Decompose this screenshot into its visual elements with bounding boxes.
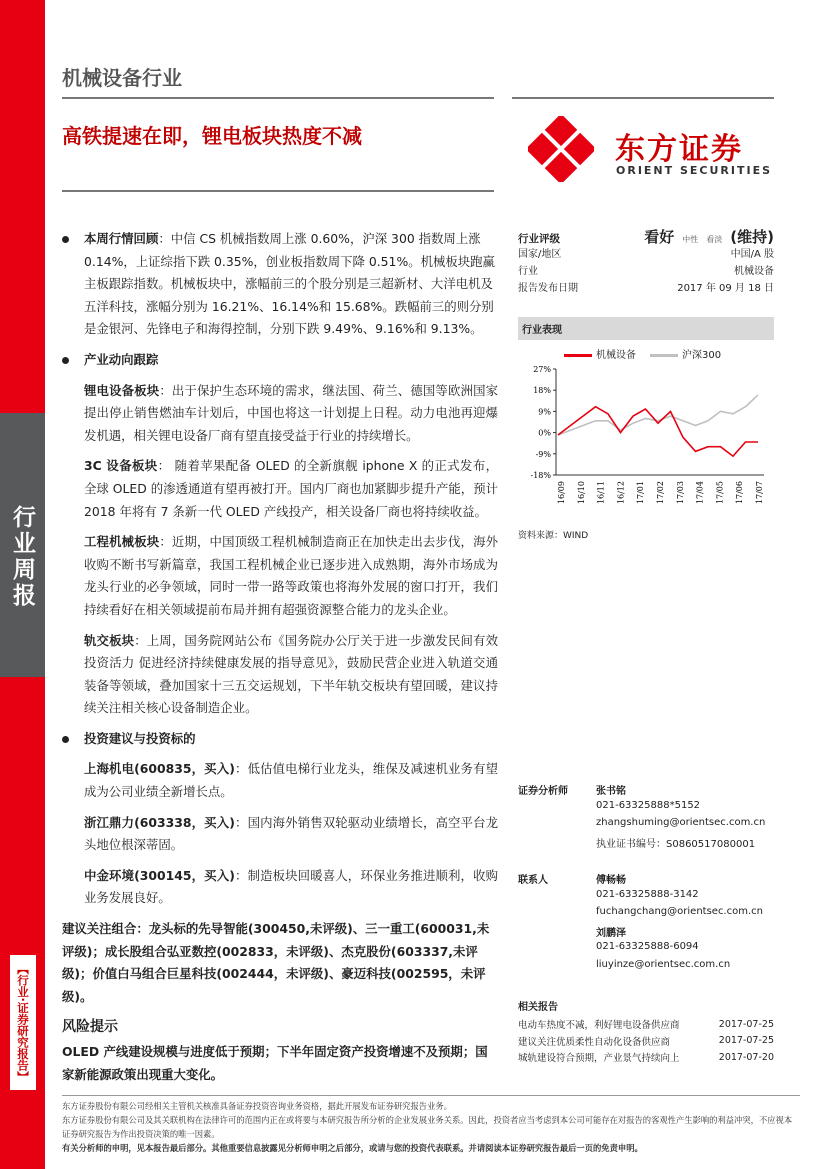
x-tick-label: 16/11 [596,481,606,505]
dyn-rail-head: 轨交板块 [84,632,135,648]
chart-title: 行业表现 [518,317,774,340]
rating-label: 行业评级 [518,233,560,245]
disclaimer-footer [62,1099,800,1155]
related-item[interactable] [518,1049,774,1066]
legend-label: 机械设备 [596,350,636,361]
target-1-head: 上海机电(600835，买入) [84,761,235,777]
side-category-label-box [10,955,36,1090]
analyst-cert: 执业证书编号：S0860517080001 [596,838,756,850]
target-2-head: 浙江鼎力(603338，买入) [84,814,235,830]
y-tick-label: 18% [533,386,551,396]
contact-block [518,871,774,976]
dyn-lithium [62,380,498,448]
analyst-email[interactable]: zhangshuming@orientsec.com.cn [596,817,766,828]
dyn-lithium-head: 锂电设备板块 [84,382,160,398]
rating-current: 看好 [644,228,675,246]
target-3-head: 中金环境(300145，买入) [84,867,235,883]
dyn-construction-head: 工程机械板块 [84,534,160,550]
rating-row [518,226,774,244]
dyn-3c-text: ： 随着苹果配备 OLED 的全新旗舰 iphone X 的正式发布，全球 OLED 的渗透通道有望再被打开。国内厂商也加紧脚步提升产能，预计 2018 年将有 7 条新一代 OLED 产线投产，相关设备厂商也将持续收益。 [84,458,498,519]
report-type-label: 行业周报 [9,505,35,609]
related-title: 相关报告 [518,1002,558,1013]
x-tick-label: 16/10 [576,481,586,505]
orient-logo-icon [528,116,594,182]
legend-swatch-grey [650,354,678,357]
orient-logo [520,108,790,188]
rating-panel [518,226,774,295]
y-tick-label: -18% [530,471,551,480]
related-item-title: 城轨建设符合预期，产业景气持续向上 [518,1053,680,1065]
legend-label: 沪深300 [682,350,722,361]
footer-line-3: 有关分析师的申明，见本报告最后部分。其他重要信息披露见分析师申明之后部分，或请与您的投资代表联系。并请阅读本证券研究报告最后一页的免责申明。 [62,1143,643,1153]
header-divider-right [512,97,774,99]
target-2-text: ：国内海外销售双轮驱动业绩增长，高空平台龙头地位根深蒂固。 [84,814,499,853]
x-tick-label: 17/03 [675,481,685,505]
x-tick-label: 16/12 [616,481,626,505]
related-item-title: 电动车热度不减，利好锂电设备供应商 [518,1020,680,1032]
dyn-lithium-text: ：出于保护生态环境的需求，继法国、荷兰、德国等欧洲国家提出停止销售燃油车计划后，中国也将这一计划提上日程。动力电池再迎爆发机遇，相关锂电设备厂商有望直接受益于行业的持续增长。 [84,382,499,443]
risk-text: OLED 产线建设规模与进度低于预期；下半年固定资产投资增速不及预期；国家新能源政策出现重大变化。 [62,1044,488,1082]
target-3 [62,865,498,910]
performance-chart [518,361,774,521]
info-key: 行业 [518,266,538,277]
risk-title: 风险提示 [62,1019,118,1036]
dynamics-head: 产业动向跟踪 [62,349,498,372]
report-type-block [0,413,45,677]
related-item[interactable] [518,1033,774,1050]
analyst-phone: 021-63325888*5152 [596,799,701,811]
footer-divider [62,1095,800,1096]
recommend-portfolio: 建议关注组合：龙头标的先导智能(300450,未评级)、三一重工(600031,未评级)；成长股组合弘亚数控(002833，未评级)、杰克股份(603337,未评级)；价值白马组合巨星科技(002444，未评级)、豪迈科技(002595，未评级)。 [62,921,490,1004]
info-value: 中国/A 股 [730,249,774,260]
chart-legend [564,346,774,361]
weekly-review-head: 本周行情回顾 [84,231,159,246]
dyn-construction-text: ：近期，中国顶级工程机械制造商正在加快走出去步伐，海外收购不断书写新篇章，我国工程机械企业已逐步进入成熟期，海外市场成为龙头行业的必争领域，同时一带一路等政策也将海外发展的窗口打开，我们持续看好在相关领域提前布局并拥有超强资源整合能力的龙头企业。 [84,534,499,617]
x-tick-label: 17/07 [755,481,764,505]
target-3-text: ：制造板块回暖喜人，环保业务推进顺利，收购业务发展良好。 [84,867,499,906]
dyn-construction [62,531,498,621]
dyn-3c-head: 3C 设备板块 [84,458,158,474]
industry-name: 机械设备行业 [62,66,182,90]
info-value: 2017 年 09 月 18 日 [677,283,774,294]
logo-en-name: ORIENT SECURITIES [616,164,773,177]
related-item-date: 2017-07-25 [718,1035,774,1047]
x-tick-label: 17/04 [695,481,705,505]
info-row [518,261,774,278]
contact-phone: 021-63325888-3142 [596,888,699,900]
footer-line-2: 东方证券股份有限公司及其关联机构在法律许可的范围内正在或将要与本研究报告所分析的企业发展业务关系。因此，投资者应当考虑到本公司可能存在对报告的客观性产生影响的利益冲突，不应视本证券研究报告为作出投资决策的唯一因素。 [62,1115,793,1139]
title-divider [62,190,494,192]
info-key: 报告发布日期 [518,283,578,294]
x-tick-label: 17/06 [735,481,745,505]
logo-cn-name: 东方证券 [615,132,743,167]
dyn-3c [62,455,498,523]
target-2 [62,812,498,857]
header-divider-left [62,97,494,99]
dyn-rail-text: ：上周，国务院网站公布《国务院办公厅关于进一步激发民间有效投资活力 促进经济持续健康发展的指导意见》，鼓励民营企业进入轨道交通装备等领域，叠加国家十三五交运规划，下半年轨交板块有望回暖，建议持续关注相关核心设备制造企业。 [84,632,499,716]
legend-item [650,346,721,361]
chart-source: 资料来源：WIND [518,531,589,541]
targets-head: 投资建议与投资标的 [62,728,498,751]
contact-phone: 021-63325888-6094 [596,941,699,952]
x-tick-label: 17/05 [715,481,725,505]
series-line-0 [558,407,758,457]
info-key: 国家/地区 [518,249,562,260]
target-1-text: ：低估值电梯行业龙头，维保及减速机业务有望成为公司业绩全新增长点。 [84,761,499,800]
y-tick-label: 0% [538,428,551,438]
analyst-label: 证券分析师 [518,786,568,797]
x-tick-label: 17/02 [656,481,665,505]
contact-name: 傅畅畅 [596,875,626,886]
report-title: 高铁提速在即，锂电板块热度不减 [62,124,362,148]
weekly-review-text: ：中信 CS 机械指数周上涨 0.60%，沪深 300 指数周上涨 0.14%，上证综指下跌 0.35%，创业板指数周下降 0.51%。机械板块跑赢主板跟踪指数。机械板块中，涨幅前三的个股分别是三超新材、大洋电机及五洋科技，涨幅分别为 16.21%、16.14%和 15.68%。跌幅前三的则分别是金银河、先锋电子和海得控制，分别下跌 9.49%、9.16%和 9.13%。 [84,231,495,337]
related-reports [518,998,774,1066]
x-tick-label: 17/01 [636,481,646,505]
rating-values [644,226,774,247]
main-content [62,228,498,1086]
related-item-date: 2017-07-25 [718,1018,774,1030]
target-1 [62,758,498,803]
analyst-name: 张书铭 [596,786,626,797]
weekly-review [62,228,498,341]
performance-section [518,317,774,541]
rating-status: (维持) [730,228,774,246]
y-tick-label: 27% [533,365,551,374]
y-tick-label: -9% [535,449,551,459]
dyn-rail [62,630,498,720]
related-item-date: 2017-07-20 [718,1051,774,1063]
side-category-label: 【行业·证券研究报告】 [16,962,30,1083]
info-value: 机械设备 [734,266,774,277]
legend-swatch-red [564,354,592,357]
contact-label: 联系人 [518,875,548,886]
y-tick-label: 9% [538,407,551,417]
related-item[interactable] [518,1016,774,1033]
contact-name: 刘鹏泽 [596,927,626,939]
x-tick-label: 16/09 [557,481,566,505]
contact-email[interactable]: liuyinze@orientsec.com.cn [596,958,731,970]
info-row [518,278,774,295]
rating-bearish: 看淡 [706,235,723,244]
contact-email[interactable]: fuchangchang@orientsec.com.cn [596,906,763,917]
rating-neutral: 中性 [682,235,699,244]
footer-line-1: 东方证券股份有限公司经相关主管机关核准具备证券投资咨询业务资格，据此开展发布证券研究报告业务。 [62,1101,452,1111]
legend-item [564,346,636,361]
analyst-block [518,782,774,852]
series-line-1 [558,395,758,435]
related-item-title: 建议关注优质柔性自动化设备供应商 [518,1036,671,1048]
